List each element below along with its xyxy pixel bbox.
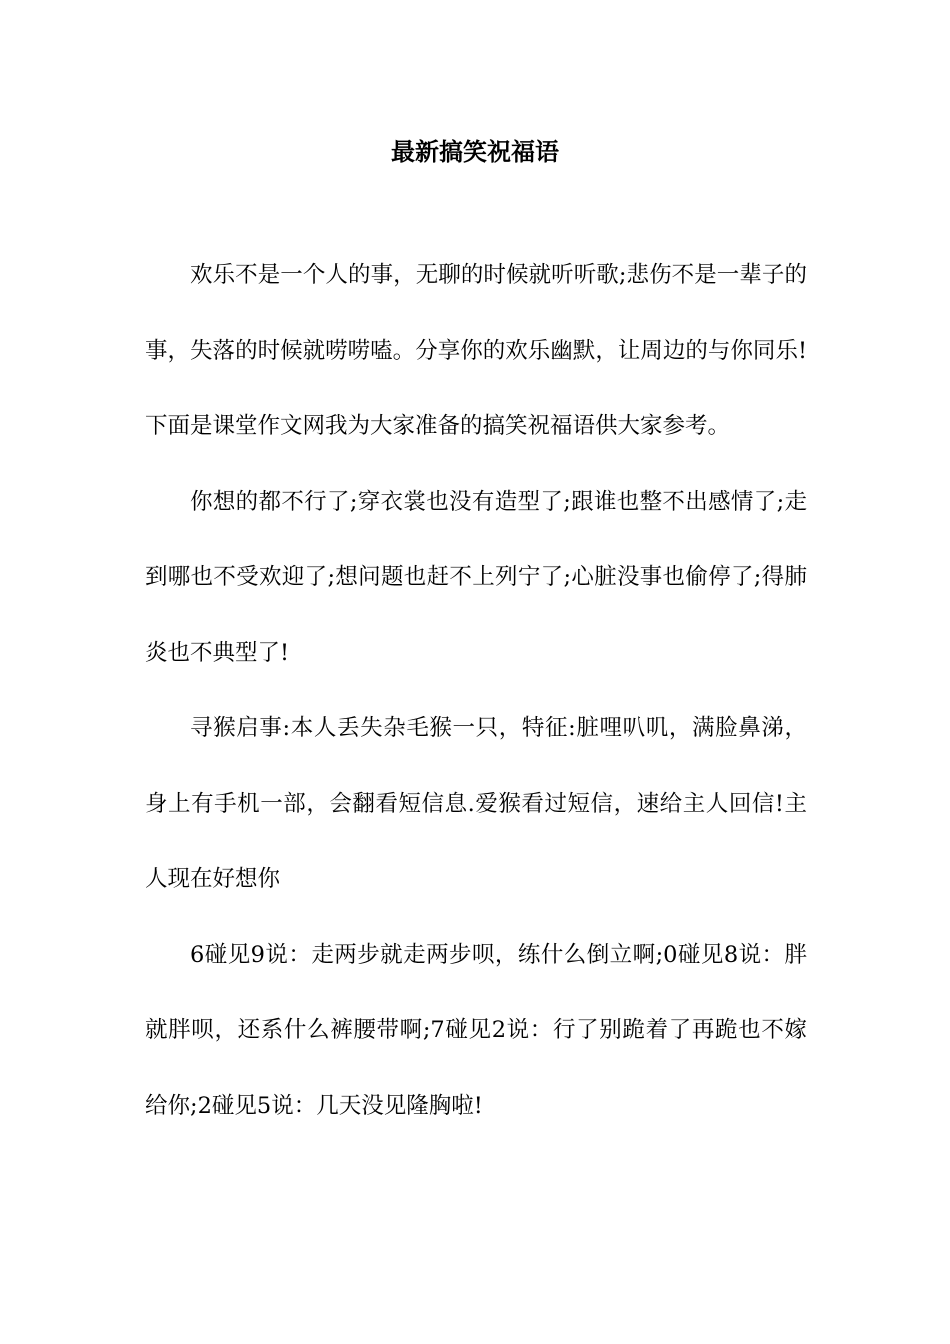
document-title: 最新搞笑祝福语 xyxy=(391,138,559,166)
document-body xyxy=(145,238,807,1144)
paragraph-intro: 欢乐不是一个人的事，无聊的时候就听听歌;悲伤不是一辈子的事，失落的时候就唠唠嗑。分享你的欢乐幽默，让周边的与你同乐!下面是课堂作文网我为大家准备的搞笑祝福语供大家参考。 xyxy=(145,262,807,439)
paragraph-joke-1: 你想的都不行了;穿衣裳也没有造型了;跟谁也整不出感情了;走到哪也不受欢迎了;想问题也赶不上列宁了;心脏没事也偷停了;得肺炎也不典型了! xyxy=(145,488,807,666)
paragraph-joke-3: 6碰见9说：走两步就走两步呗，练什么倒立啊;0碰见8说：胖就胖呗，还系什么裤腰带啊;7碰见2说：行了别跪着了再跪也不嫁给你;2碰见5说：几天没见隆胸啦! xyxy=(145,941,807,1119)
paragraph-joke-2: 寻猴启事:本人丢失杂毛猴一只，特征:脏哩叭叽，满脸鼻涕，身上有手机一部，会翻看短信息.爱猴看过短信，速给主人回信!主人现在好想你 xyxy=(145,715,807,892)
